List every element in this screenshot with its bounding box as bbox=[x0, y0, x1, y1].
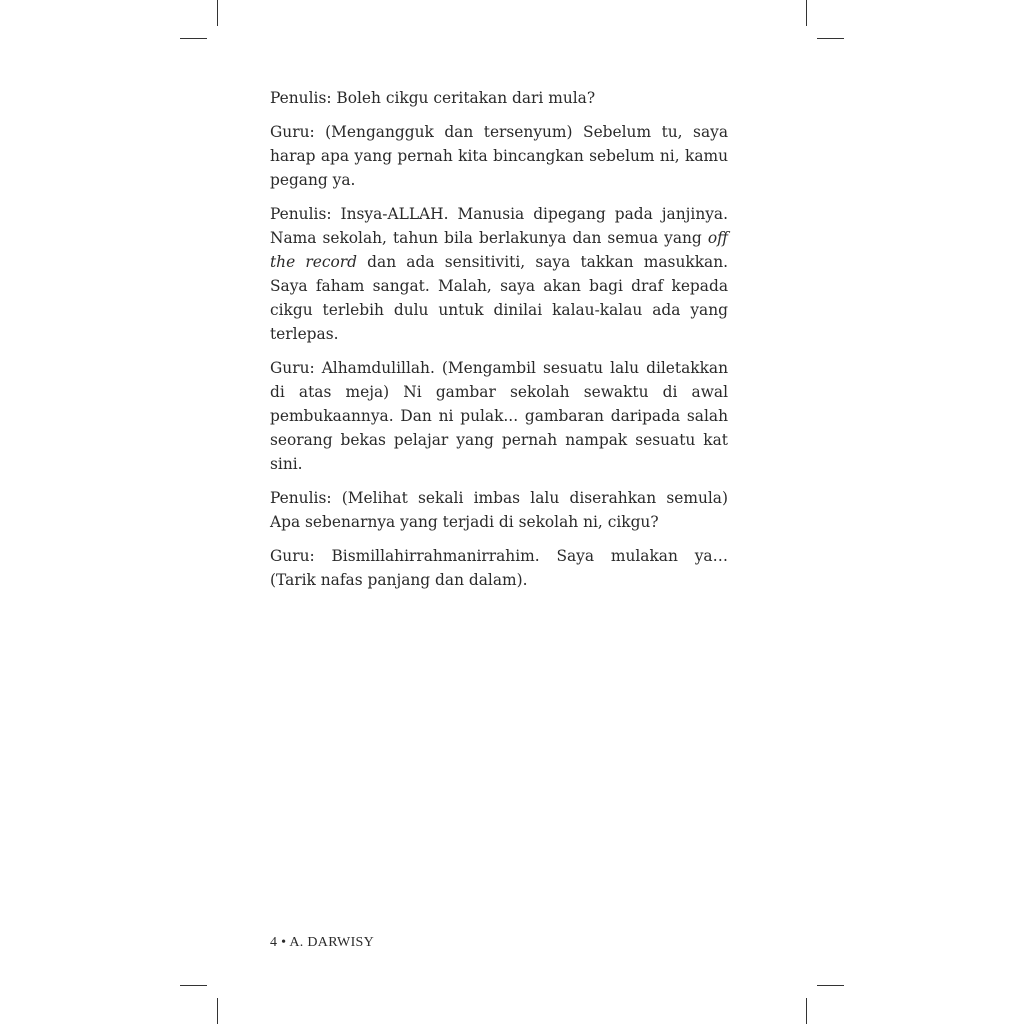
page-number: 4 bbox=[270, 935, 278, 950]
italic-phrase: off the record bbox=[270, 229, 728, 271]
crop-mark-top-right-horizontal bbox=[817, 38, 844, 39]
dialogue-paragraph: Penulis: Boleh cikgu ceritakan dari mula? bbox=[270, 89, 596, 107]
page-footer bbox=[270, 935, 374, 951]
footer-separator: • bbox=[281, 935, 287, 950]
crop-mark-top-right-vertical bbox=[806, 0, 807, 26]
author-name: A. DARWISY bbox=[289, 935, 375, 950]
crop-mark-bottom-right-vertical bbox=[806, 998, 807, 1024]
dialogue-paragraph: Penulis: (Melihat sekali imbas lalu diserahkan semula) Apa sebenarnya yang terjadi di sekolah ni, cikgu? bbox=[270, 489, 728, 531]
dialogue-paragraph: Guru: Bismillahirrahmanirrahim. Saya mulakan ya… (Tarik nafas panjang dan dalam). bbox=[270, 547, 728, 589]
body-text bbox=[270, 86, 728, 602]
crop-mark-top-left-vertical bbox=[217, 0, 218, 26]
crop-mark-bottom-left-vertical bbox=[217, 998, 218, 1024]
crop-mark-top-left-horizontal bbox=[180, 38, 207, 39]
paragraph-text: dan ada sensitiviti, saya takkan masukkan. Saya faham sangat. Malah, saya akan bagi draf kepada cikgu terlebih dulu untuk dinilai kalau-kalau ada yang terlepas. bbox=[270, 253, 728, 343]
dialogue-paragraph bbox=[270, 202, 728, 346]
paragraph-text: Penulis: Insya-ALLAH. Manusia dipegang pada janjinya. Nama sekolah, tahun bila berlakunya dan semua yang bbox=[270, 205, 728, 247]
dialogue-paragraph: Guru: (Mengangguk dan tersenyum) Sebelum tu, saya harap apa yang pernah kita bincangkan sebelum ni, kamu pegang ya. bbox=[270, 123, 728, 189]
crop-mark-bottom-left-horizontal bbox=[180, 985, 207, 986]
crop-mark-bottom-right-horizontal bbox=[817, 985, 844, 986]
dialogue-paragraph: Guru: Alhamdulillah. (Mengambil sesuatu lalu diletakkan di atas meja) Ni gambar sekolah sewaktu di awal pembukaannya. Dan ni pulak... gambaran daripada salah seorang bekas pelajar yang pernah nampak sesuatu kat sini. bbox=[270, 359, 728, 473]
